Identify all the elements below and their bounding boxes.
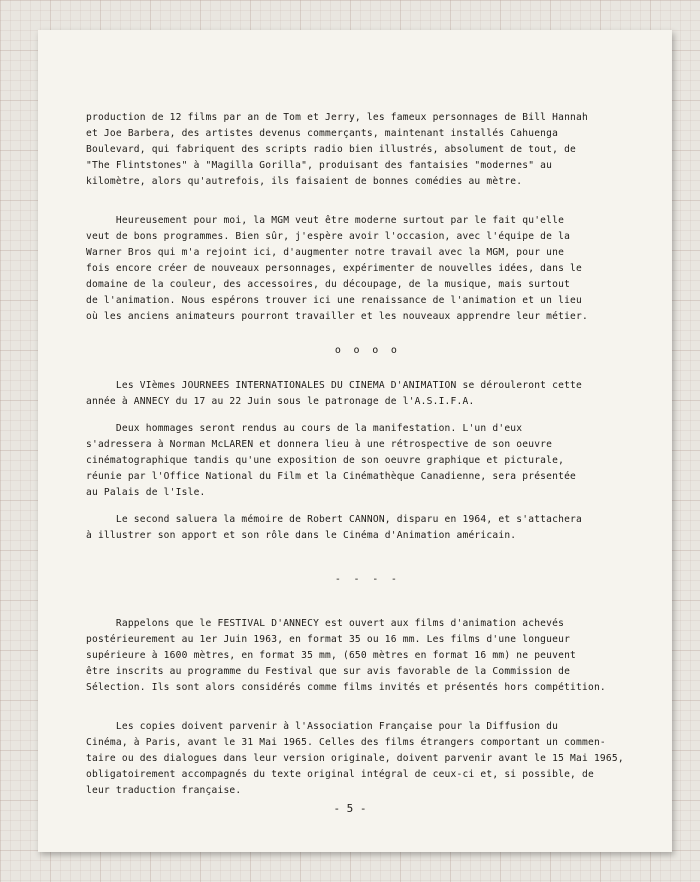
text-line: fois encore créer de nouveaux personnages, expérimenter de nouvelles idées, dans le bbox=[86, 263, 583, 274]
text-line: Warner Bros qui m'a rejoint ici, d'augmenter notre travail avec la MGM, pour une bbox=[86, 247, 565, 258]
text-line: cinématographique tandis qu'une exposition de son oeuvre graphique et picturale, bbox=[86, 455, 565, 466]
document-body bbox=[86, 110, 646, 799]
separator-dashes: - - - - bbox=[334, 574, 398, 585]
text-line: Les VIèmes JOURNEES INTERNATIONALES DU CINEMA D'ANIMATION se dérouleront cette bbox=[86, 380, 583, 391]
text-line: taire ou des dialogues dans leur version originale, doivent parvenir avant le 15 Mai 1965, bbox=[86, 753, 624, 764]
paragraph-festival-annecy bbox=[86, 616, 646, 696]
text-line: "The Flintstones" à "Magilla Gorilla", produisant des fantaisies "modernes" au bbox=[86, 160, 553, 171]
text-line: veut de bons programmes. Bien sûr, j'espère avoir l'occasion, avec l'équipe de la bbox=[86, 231, 571, 242]
text-line: et Joe Barbera, des artistes devenus commerçants, maintenant installés Cahuenga bbox=[86, 128, 559, 139]
text-line: Deux hommages seront rendus au cours de la manifestation. L'un d'eux bbox=[86, 423, 523, 434]
text-line: Rappelons que le FESTIVAL D'ANNECY est ouvert aux films d'animation achevés bbox=[86, 618, 565, 629]
text-line: kilomètre, alors qu'autrefois, ils faisaient de bonnes comédies au mètre. bbox=[86, 176, 523, 187]
text-line: réunie par l'Office National du Film et la Cinémathèque Canadienne, sera présentée bbox=[86, 471, 577, 482]
page-number: - 5 - bbox=[333, 802, 367, 815]
paragraph-mgm bbox=[86, 213, 646, 325]
text-line: s'adressera à Norman McLAREN et donnera lieu à une rétrospective de son oeuvre bbox=[86, 439, 553, 450]
text-line: Heureusement pour moi, la MGM veut être moderne surtout par le fait qu'elle bbox=[86, 215, 565, 226]
text-line: Le second saluera la mémoire de Robert CANNON, disparu en 1964, et s'attachera bbox=[86, 514, 583, 525]
text-line: année à ANNECY du 17 au 22 Juin sous le patronage de l'A.S.I.F.A. bbox=[86, 396, 475, 407]
text-line: Cinéma, à Paris, avant le 31 Mai 1965. Celles des films étrangers comportant un commen- bbox=[86, 737, 606, 748]
text-line: être inscrits au programme du Festival que sur avis favorable de la Commission de bbox=[86, 666, 571, 677]
text-line: production de 12 films par an de Tom et Jerry, les fameux personnages de Bill Hannah bbox=[86, 112, 588, 123]
text-line: Boulevard, qui fabriquent des scripts radio bien illustrés, absolument de tout, de bbox=[86, 144, 577, 155]
text-line: à illustrer son apport et son rôle dans le Cinéma d'Animation américain. bbox=[86, 530, 517, 541]
text-line: de l'animation. Nous espérons trouver ici une renaissance de l'animation et un lieu bbox=[86, 295, 583, 306]
paragraph-copies bbox=[86, 719, 646, 799]
text-line: postérieurement au 1er Juin 1963, en format 35 ou 16 mm. Les films d'une longueur bbox=[86, 634, 571, 645]
text-line: obligatoirement accompagnés du texte original intégral de ceux-ci et, si possible, de bbox=[86, 769, 594, 780]
separator-circles: o o o o bbox=[334, 345, 398, 356]
text-line: supérieure à 1600 mètres, en format 35 mm, (650 mètres en format 16 mm) ne peuvent bbox=[86, 650, 577, 661]
paragraph-tom-et-jerry bbox=[86, 110, 646, 190]
text-line: Sélection. Ils sont alors considérés comme films invités et présentés hors compétition. bbox=[86, 682, 606, 693]
text-line: leur traduction française. bbox=[86, 785, 242, 796]
text-line: au Palais de l'Isle. bbox=[86, 487, 206, 498]
paragraph-robert-cannon bbox=[86, 512, 646, 544]
text-line: où les anciens animateurs pourront travailler et les nouveaux apprendre leur métier. bbox=[86, 311, 588, 322]
text-line: domaine de la couleur, des accessoires, du découpage, de la musique, mais surtout bbox=[86, 279, 571, 290]
paragraph-journees-annecy bbox=[86, 378, 646, 410]
paragraph-hommages bbox=[86, 421, 646, 501]
text-line: Les copies doivent parvenir à l'Association Française pour la Diffusion du bbox=[86, 721, 559, 732]
